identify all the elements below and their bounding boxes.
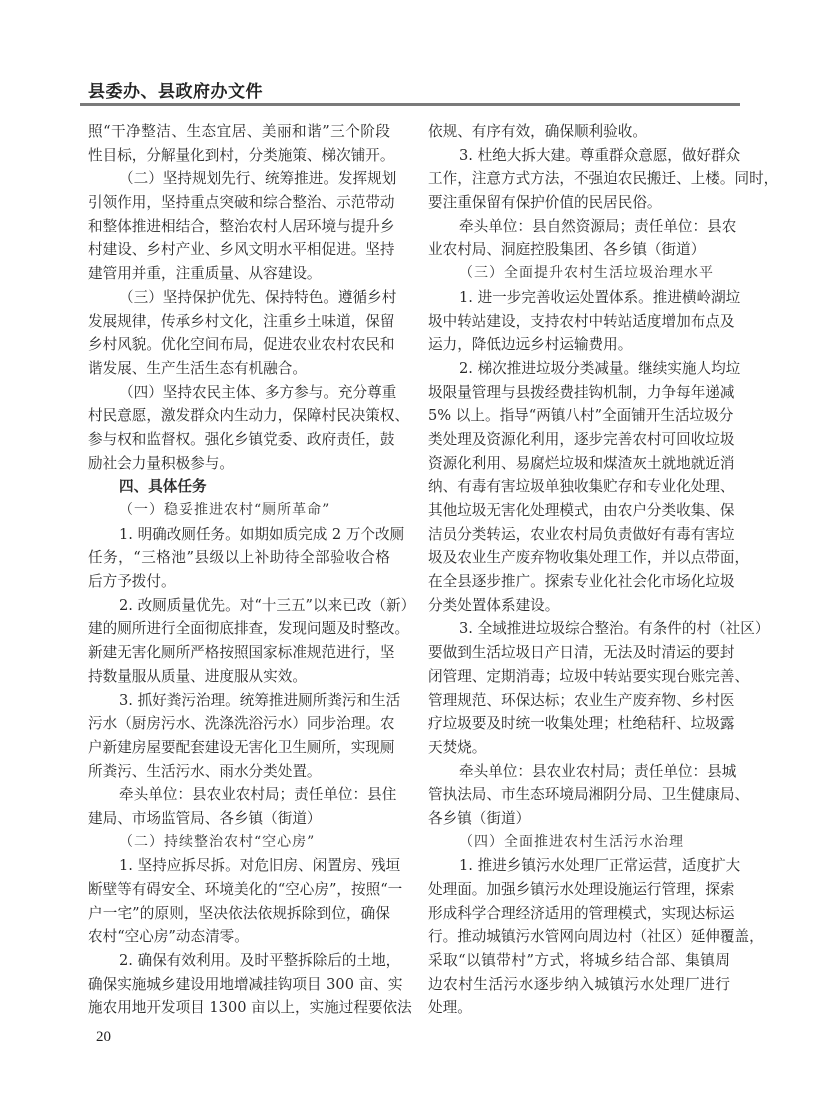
text-line: 性目标，分解量化到村，分类施策、梯次铺开。 bbox=[88, 146, 395, 164]
text-line: 2. 改厕质量优先。对“十三五”以来已改（新） bbox=[119, 596, 416, 614]
text-line: 发展规律，传承乡村文化，注重乡土味道，保留 bbox=[88, 312, 395, 330]
text-line: 建的厕所进行全面彻底排查，发现问题及时整改。 bbox=[88, 620, 410, 638]
text-line: 运力，降低边远乡村运输费用。 bbox=[428, 336, 633, 354]
text-line: 圾及农业生产废弃物收集处理工作，并以点带面， bbox=[428, 549, 750, 567]
text-line: 户新建房屋要配套建设无害化卫生厕所，实现厕 bbox=[88, 738, 395, 756]
text-line: （四）坚持农民主体、多方参与。充分尊重 bbox=[119, 383, 397, 401]
text-line: 所粪污、生活污水、雨水分类处置。 bbox=[88, 762, 322, 780]
left-text-column bbox=[88, 120, 416, 1020]
text-line: 圾限量管理与县拨经费挂钩机制，力争每年递减 bbox=[428, 383, 735, 401]
text-line: 乡村风貌。优化空间布局，促进农业农村农民和 bbox=[88, 336, 395, 354]
text-line: 户一宅”的原则，坚决依法依规拆除到位，确保 bbox=[88, 904, 390, 922]
document-header-title: 县委办、县政府办文件 bbox=[88, 82, 263, 102]
text-line: 2. 确保有效利用。及时平整拆除后的土地， bbox=[119, 952, 401, 970]
text-line: 村建设、乡村产业、乡风文明水平相促进。坚持 bbox=[88, 241, 395, 259]
text-line: 类处理及资源化利用，逐步完善农村可回收垃圾 bbox=[428, 430, 735, 448]
text-line: 新建无害化厕所严格按照国家标准规范进行，坚 bbox=[88, 644, 395, 662]
text-line: 纳、有毒有害垃圾单独收集贮存和专业化处理、 bbox=[428, 478, 735, 496]
text-line: 各乡镇（街道） bbox=[428, 809, 531, 827]
text-line: 天焚烧。 bbox=[428, 738, 487, 756]
text-line: 污水（厨房污水、洗涤洗浴污水）同步治理。农 bbox=[88, 715, 395, 733]
text-line: 任务，“三格池”县级以上补助待全部验收合格 bbox=[88, 549, 390, 567]
text-line: 1. 进一步完善收运处置体系。推进横岭湖垃 bbox=[459, 288, 741, 306]
text-line: 闭管理、定期消毒；垃圾中转站要实现台账完善、 bbox=[428, 667, 750, 685]
text-line: 参与权和监督权。强化乡镇党委、政府责任，鼓 bbox=[88, 430, 395, 448]
subsection-heading: （二）持续整治农村“空心房” bbox=[119, 833, 316, 850]
text-line: 断壁等有碍安全、环境美化的“空心房”，按照“一 bbox=[88, 881, 403, 898]
text-line: 持数量服从质量、进度服从实效。 bbox=[88, 667, 307, 685]
text-line: 照“干净整洁、生态宜居、美丽和谐”三个阶段 bbox=[88, 123, 390, 140]
text-line: 施农用地开发项目 1300 亩以上，实施过程要依法 bbox=[88, 999, 412, 1017]
subsection-heading: （三）全面提升农村生活垃圾治理水平 bbox=[459, 265, 714, 282]
text-line: 确保实施城乡建设用地增减挂钩项目 300 亩、实 bbox=[88, 975, 403, 993]
text-line: （三）坚持保护优先、保持特色。遵循乡村 bbox=[119, 288, 397, 306]
text-line: 要做到生活垃圾日产日清，无法及时清运的要封 bbox=[428, 644, 735, 662]
text-line: 建局、市场监管局、各乡镇（街道） bbox=[88, 809, 322, 827]
text-line: 其他垃圾无害化处理模式，由农户分类收集、保 bbox=[428, 502, 735, 519]
text-line: 管执法局、市生态环境局湘阴分局、卫生健康局、 bbox=[428, 786, 750, 804]
section-heading: 四、具体任务 bbox=[119, 478, 207, 496]
text-line: 建管用并重，注重质量、从容建设。 bbox=[88, 265, 322, 283]
page-number: 20 bbox=[96, 1029, 111, 1045]
text-line: 资源化利用、易腐烂垃圾和煤渣灰土就地就近消 bbox=[428, 454, 735, 472]
text-line: 牵头单位：县农业农村局；责任单位：县城 bbox=[459, 762, 737, 780]
text-line: 后方予拨付。 bbox=[88, 573, 176, 591]
text-line: 和整体推进相结合，整治农村人居环境与提升乡 bbox=[88, 217, 395, 235]
text-line: 牵头单位：县自然资源局；责任单位：县农 bbox=[459, 217, 737, 235]
text-line: 引领作用，坚持重点突破和综合整治、示范带动 bbox=[88, 194, 395, 212]
text-line: 圾中转站建设，支持农村中转站适度增加布点及 bbox=[428, 312, 735, 330]
text-line: 工作，注意方式方法，不强迫农民搬迁、上楼。同时， bbox=[428, 170, 779, 188]
text-line: 疗垃圾要及时统一收集处理；杜绝秸秆、垃圾露 bbox=[428, 715, 735, 733]
text-line: 在全县逐步推广。探索专业化社会化市场化垃圾 bbox=[428, 573, 735, 591]
right-text-column bbox=[428, 120, 779, 1020]
text-line: 3. 全域推进垃圾综合整治。有条件的村（社区） bbox=[459, 620, 770, 638]
text-line: 谐发展、生产生活生态有机融合。 bbox=[88, 359, 307, 377]
text-line: 牵头单位：县农业农村局；责任单位：县住 bbox=[119, 786, 397, 804]
text-line: （二）坚持规划先行、统筹推进。发挥规划 bbox=[119, 170, 397, 188]
text-line: 5% 以上。指导“两镇八村”全面铺开生活垃圾分 bbox=[428, 407, 734, 425]
subsection-heading: （一）稳妥推进农村“厕所革命” bbox=[119, 502, 331, 518]
text-line: 采取“以镇带村”方式，将城乡结合部、集镇周 bbox=[428, 952, 730, 970]
text-line: 依规、有序有效，确保顺利验收。 bbox=[428, 123, 647, 140]
text-line: 要注重保留有保护价值的民居民俗。 bbox=[428, 194, 662, 212]
text-line: 管理规范、环保达标；农业生产废弃物、乡村医 bbox=[428, 691, 735, 709]
text-line: 励社会力量积极参与。 bbox=[88, 454, 234, 472]
text-line: 分类处置体系建设。 bbox=[428, 596, 560, 614]
text-line: 农村“空心房”动态清零。 bbox=[88, 928, 249, 946]
text-line: 业农村局、洞庭控股集团、各乡镇（街道） bbox=[428, 241, 706, 259]
text-line: 形成科学合理经济适用的管理模式，实现达标运 bbox=[428, 904, 735, 922]
text-line: 处理。 bbox=[428, 999, 472, 1017]
text-line: 3. 抓好粪污治理。统筹推进厕所粪污和生活 bbox=[119, 691, 401, 709]
text-line: 边农村生活污水逐步纳入城镇污水处理厂进行 bbox=[428, 975, 730, 993]
text-line: 处理面。加强乡镇污水处理设施运行管理，探索 bbox=[428, 881, 735, 898]
text-line: 1. 推进乡镇污水处理厂正常运营，适度扩大 bbox=[459, 857, 741, 875]
text-line: 村民意愿，激发群众内生动力，保障村民决策权、 bbox=[88, 407, 410, 425]
text-line: 1. 明确改厕任务。如期如质完成 2 万个改厕 bbox=[119, 525, 405, 543]
header-divider bbox=[80, 103, 740, 106]
text-line: 3. 杜绝大拆大建。尊重群众意愿，做好群众 bbox=[459, 146, 741, 164]
text-line: 洁员分类转运，农业农村局负责做好有毒有害垃 bbox=[428, 525, 735, 543]
text-line: 2. 梯次推进垃圾分类减量。继续实施人均垃 bbox=[459, 359, 741, 377]
text-line: 行。推动城镇污水管网向周边村（社区）延伸覆盖， bbox=[428, 928, 764, 946]
subsection-heading: （四）全面推进农村生活污水治理 bbox=[459, 833, 684, 850]
text-line: 1. 坚持应拆尽拆。对危旧房、闲置房、残垣 bbox=[119, 857, 401, 875]
